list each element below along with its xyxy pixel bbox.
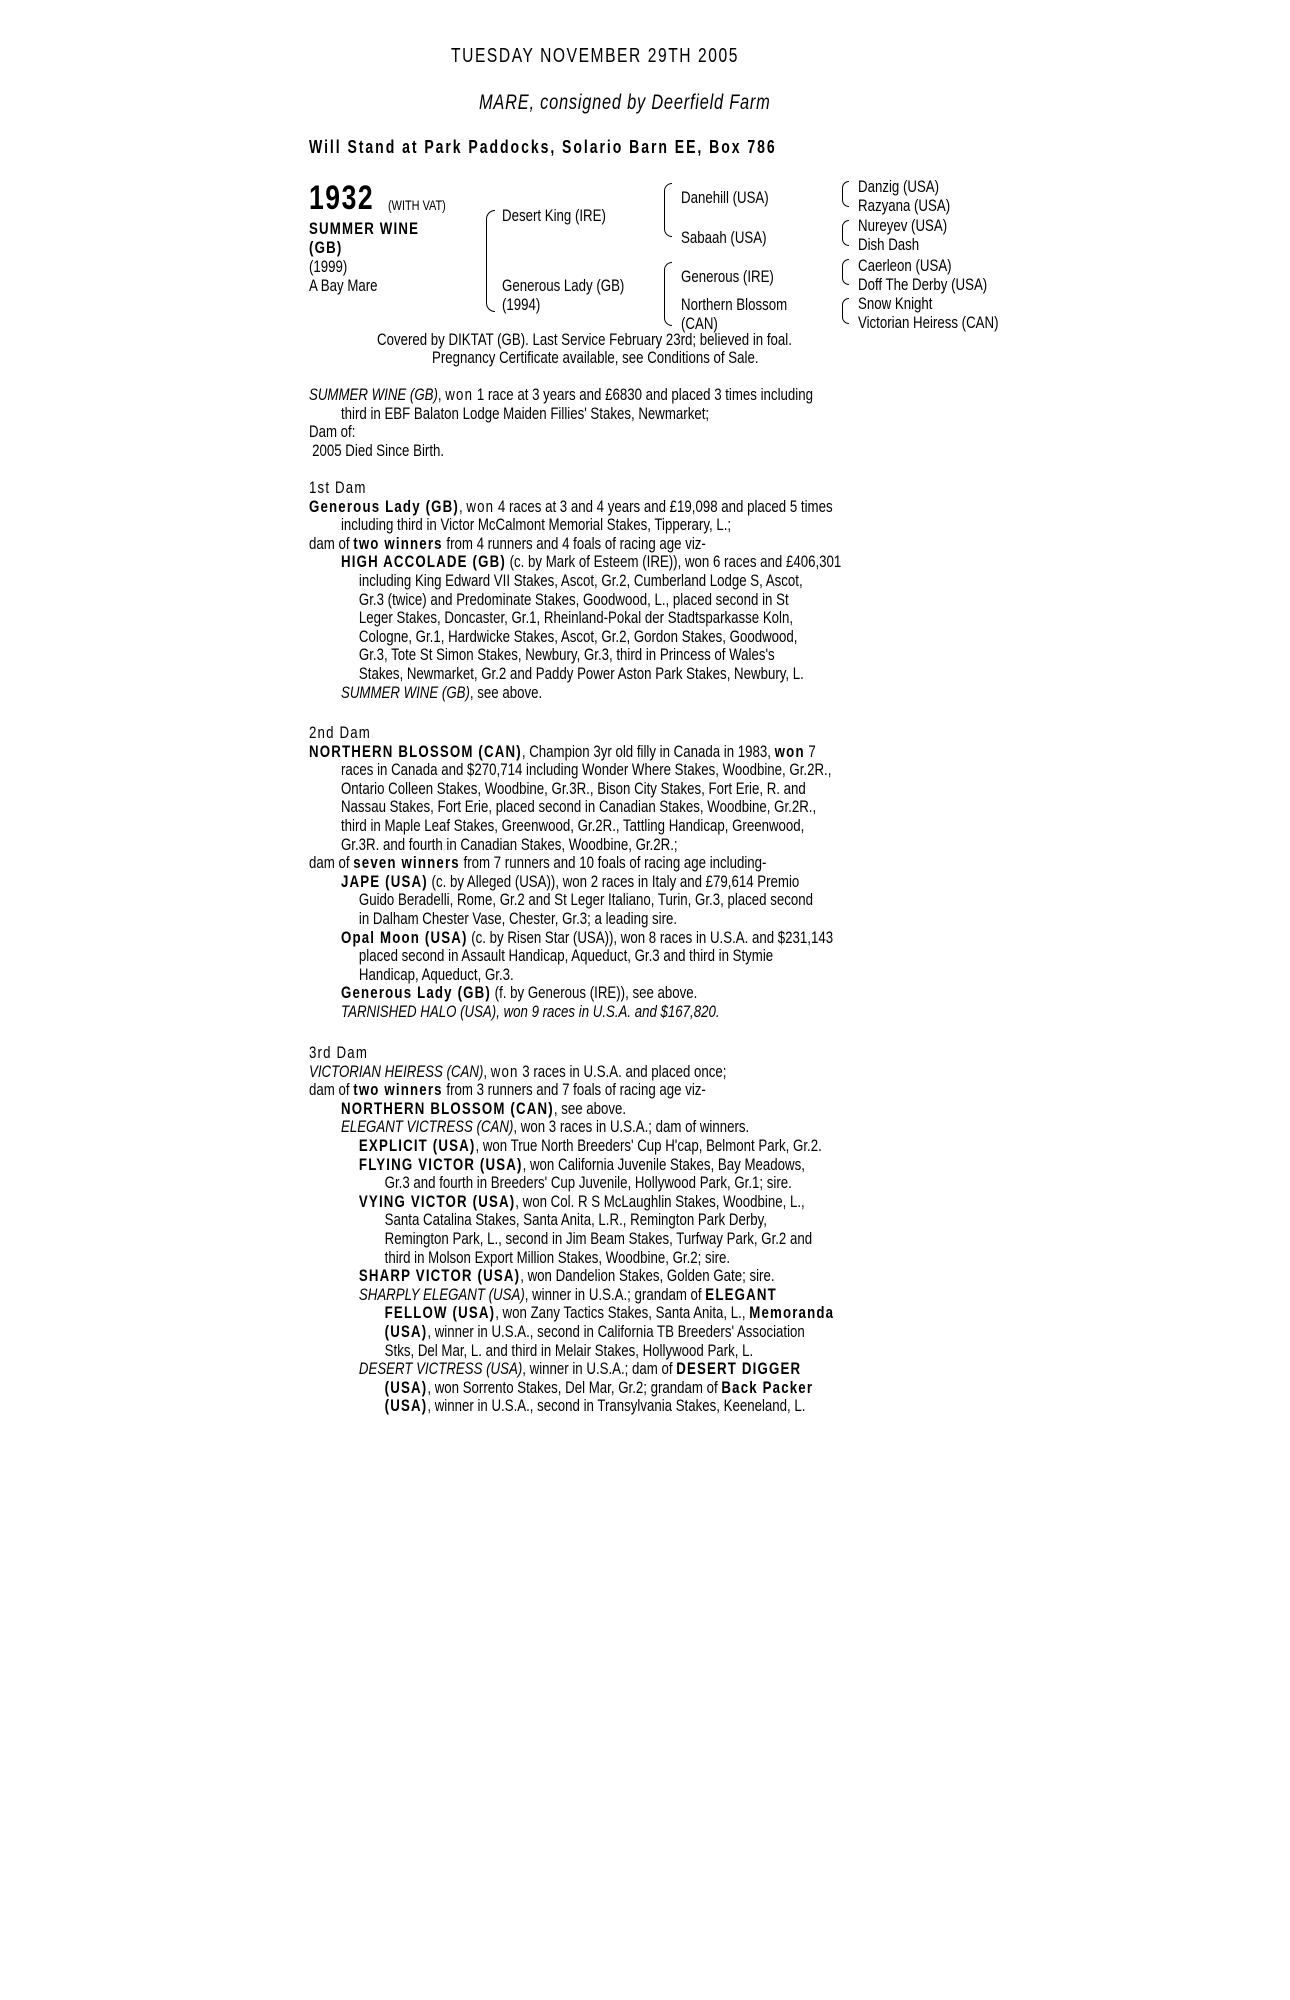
pedigree-sd: Sabaah (USA) [681, 228, 767, 247]
lot-country: (GB) [309, 238, 343, 257]
pedigree-brace-sire [664, 183, 672, 237]
pedigree-brace-dd [842, 298, 849, 324]
pedigree-sdd: Dish Dash [858, 235, 920, 254]
pedigree-brace-ss [842, 181, 849, 207]
lot-name: SUMMER WINE [309, 219, 420, 238]
pedigree-dsd: Doff The Derby (USA) [858, 275, 988, 294]
pedigree-dam: Generous Lady (GB) [502, 276, 625, 295]
vat-label: (WITH VAT) [388, 197, 446, 213]
pedigree-sss: Danzig (USA) [858, 177, 940, 196]
lot-year: (1999) [309, 257, 348, 276]
pedigree-ds: Generous (IRE) [681, 267, 774, 286]
consigned-line: MARE, consigned by Deerfield Farm [479, 91, 771, 114]
pedigree-ddd: Victorian Heiress (CAN) [858, 313, 999, 332]
pedigree-brace-dam [664, 262, 672, 326]
first-dam-block: 1st Dam Generous Lady (GB), won 4 races at 3 and 4 years and £19,098 and placed 5 times including third in Victor McCalmont Memorial Stakes, Tipperary, L.; dam of two winners from 4 runners and 4 foals of racing age viz- HIGH ACCOLADE (GB) (c. by Mark of Esteem (IRE)), won 6 races and £406,301 including King Edward VII Stakes, Ascot, Gr.2, Cumberland Lodge S, Ascot, Gr.3 (twice) and Predominate Stakes, Goodwood, L., placed second in St Leger Stakes, Doncaster, Gr.1, Rheinland-Pokal der Stadtsparkasse Koln, Cologne, Gr.1, Hardwicke Stakes, Ascot, Gr.2, Gordon Stakes, Goodwood, Gr.3, Tote St Simon Stakes, Newbury, Gr.3, third in Princess of Wales's Stakes, Newmarket, Gr.2 and Paddy Power Aston Park Stakes, Newbury, L. SUMMER WINE (GB), see above. [309, 479, 995, 702]
lot-description: A Bay Mare [309, 276, 378, 295]
second-dam-block: 2nd Dam NORTHERN BLOSSOM (CAN), Champion 3yr old filly in Canada in 1983, won 7 races in Canada and $270,714 including Wonder Where Stakes, Woodbine, Gr.2R., Ontario Colleen Stakes, Woodbine, Gr.3R., Bison City Stakes, Fort Erie, R. and Nassau Stakes, Fort Erie, placed second in Canadian Stakes, Woodbine, Gr.2R., third in Maple Leaf Stakes, Greenwood, Gr.2R., Tattling Handicap, Greenwood, Gr.3R. and fourth in Canadian Stakes, Woodbine, Gr.2R.; dam of seven winners from 7 runners and 10 foals of racing age including- JAPE (USA) (c. by Alleged (USA)), won 2 races in Italy and £79,614 Premio Guido Beradelli, Rome, Gr.2 and St Leger Italiano, Turin, Gr.3, placed second in Dalham Chester Vase, Chester, Gr.3; a leading sire. Opal Moon (USA) (c. by Risen Star (USA)), won 8 races in U.S.A. and $231,143 placed second in Assault Handicap, Aqueduct, Gr.3 and third in Stymie Handicap, Aqueduct, Gr.3. Generous Lady (GB) (f. by Generous (IRE)), see above. TARNISHED HALO (USA), won 9 races in U.S.A. and $167,820. [309, 724, 995, 1022]
third-dam-block: 3rd Dam VICTORIAN HEIRESS (CAN), won 3 races in U.S.A. and placed once; dam of two winners from 3 runners and 7 foals of racing age viz- NORTHERN BLOSSOM (CAN), see above. ELEGANT VICTRESS (CAN), won 3 races in U.S.A.; dam of winners. EXPLICIT (USA), won True North Breeders' Cup H'cap, Belmont Park, Gr.2. FLYING VICTOR (USA), won California Juvenile Stakes, Bay Meadows, Gr.3 and fourth in Breeders' Cup Juvenile, Hollywood Park, Gr.1; sire. VYING VICTOR (USA), won Col. R S McLaughlin Stakes, Woodbine, L., Santa Catalina Stakes, Santa Anita, L.R., Remington Park Derby, Remington Park, L., second in Jim Beam Stakes, Turfway Park, Gr.2 and third in Molson Export Million Stakes, Woodbine, Gr.2; sire. SHARP VICTOR (USA), won Dandelion Stakes, Golden Gate; sire. SHARPLY ELEGANT (USA), winner in U.S.A.; grandam of ELEGANT FELLOW (USA), won Zany Tactics Stakes, Santa Anita, L., Memoranda (USA), winner in U.S.A., second in California TB Breeders' Association Stks, Del Mar, L. and third in Melair Stakes, Hollywood Park, L. DESERT VICTRESS (USA), winner in U.S.A.; dam of DESERT DIGGER (USA), won Sorrento Stakes, Del Mar, Gr.2; grandam of Back Packer (USA), winner in U.S.A., second in Transylvania Stakes, Keeneland, L. [309, 1044, 995, 1416]
summary-horse-name: SUMMER WINE (GB) [309, 385, 438, 404]
pedigree-brace-ds [842, 259, 849, 285]
pedigree-ssd: Razyana (USA) [858, 196, 951, 215]
pedigree-sire: Desert King (IRE) [502, 206, 606, 225]
second-dam-heading: 2nd Dam [309, 723, 371, 742]
lot-number: 1932 [309, 179, 375, 217]
pedigree-brace-main [486, 210, 495, 312]
covered-line: Covered by DIKTAT (GB). Last Service February 23rd; believed in foal. [377, 330, 792, 349]
third-dam-heading: 3rd Dam [309, 1043, 369, 1062]
summary-block: SUMMER WINE (GB), won 1 race at 3 years and £6830 and placed 3 times including third in EBF Balaton Lodge Maiden Fillies' Stakes, Newmarket; Dam of: 2005 Died Since Birth. [309, 385, 813, 460]
pedigree-dd-country: (CAN) [681, 314, 718, 333]
sale-date: TUESDAY NOVEMBER 29TH 2005 [451, 45, 739, 67]
pregnancy-line: Pregnancy Certificate available, see Conditions of Sale. [432, 348, 759, 367]
pedigree-sds: Nureyev (USA) [858, 216, 948, 235]
pedigree-dd: Northern Blossom [681, 295, 788, 314]
pedigree-brace-sd [842, 220, 849, 246]
stand-line: Will Stand at Park Paddocks, Solario Barn EE, Box 786 [309, 137, 777, 157]
pedigree-dam-year: (1994) [502, 295, 541, 314]
pedigree-dds: Snow Knight [858, 294, 933, 313]
progeny-high-accolade: HIGH ACCOLADE (GB) [340, 552, 506, 572]
pedigree-ss: Danehill (USA) [681, 188, 769, 207]
first-dam-heading: 1st Dam [309, 478, 367, 497]
pedigree-dss: Caerleon (USA) [858, 256, 952, 275]
